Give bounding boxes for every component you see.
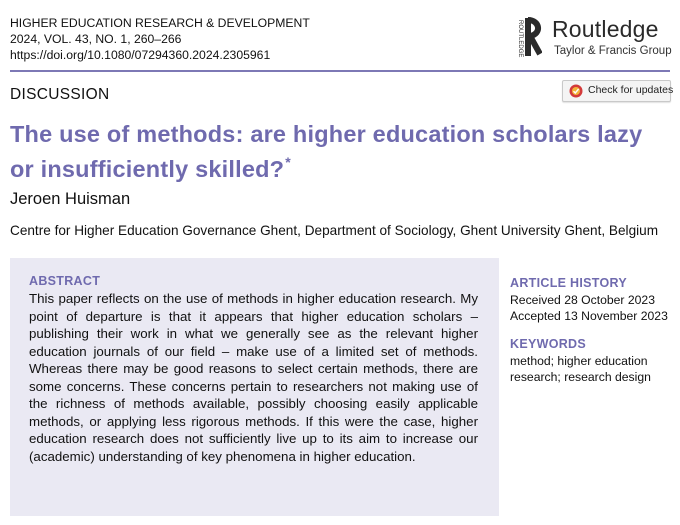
- publisher-name: Routledge: [552, 16, 659, 42]
- keywords: [510, 337, 675, 385]
- abstract-heading: ABSTRACT: [29, 274, 101, 288]
- keywords-heading: KEYWORDS: [510, 337, 587, 351]
- article-history: [510, 276, 675, 324]
- section-label: DISCUSSION: [10, 86, 110, 103]
- journal-volume: 2024, VOL. 43, NO. 1, 260–266: [10, 32, 182, 46]
- article-history-heading: ARTICLE HISTORY: [510, 276, 628, 290]
- crossmark-icon: [569, 84, 583, 98]
- routledge-r-icon: [516, 14, 542, 60]
- accepted-date: Accepted 13 November 2023: [510, 309, 668, 323]
- abstract-panel: [10, 258, 499, 516]
- received-date: Received 28 October 2023: [510, 293, 655, 307]
- author-name[interactable]: Jeroen Huisman: [10, 190, 131, 208]
- title-footnote-mark[interactable]: *: [285, 154, 291, 170]
- publisher-group: Taylor & Francis Group: [554, 45, 672, 57]
- check-for-updates-label: Check for updates: [588, 84, 674, 96]
- keywords-text: method; higher education research; research design: [510, 354, 651, 384]
- journal-info: [10, 15, 310, 63]
- publisher-logo: [516, 14, 676, 60]
- article-title-text: The use of methods: are higher education scholars lazy or insufficiently skilled?: [10, 121, 643, 182]
- header-rule: [10, 70, 670, 72]
- check-for-updates-button[interactable]: [562, 80, 674, 102]
- journal-name: HIGHER EDUCATION RESEARCH & DEVELOPMENT: [10, 16, 310, 30]
- article-title: [10, 120, 670, 183]
- author-affiliation: Centre for Higher Education Governance Ghent, Department of Sociology, Ghent University Ghent, Belgium: [10, 223, 659, 238]
- logo-mark-text: ROUTLEDGE: [517, 20, 523, 58]
- abstract-text: This paper reflects on the use of methods in higher education research. My point of departure is that it appears that higher education scholars – publishing their work in what we generally see as the relevant higher education journals of our field – make use of a limited set of methods. Whereas there may be good reasons to select certain methods, there are some concerns. These concerns pertain to researchers not making use of the richness of methods available, possibly choosing easily applicable methods, or applying less rigorous methods. If this were the case, higher education research does not sufficiently live up to its aim to increase our (academic) understanding of key phenomena in higher education.: [29, 291, 478, 464]
- journal-doi[interactable]: https://doi.org/10.1080/07294360.2024.2305961: [10, 48, 271, 62]
